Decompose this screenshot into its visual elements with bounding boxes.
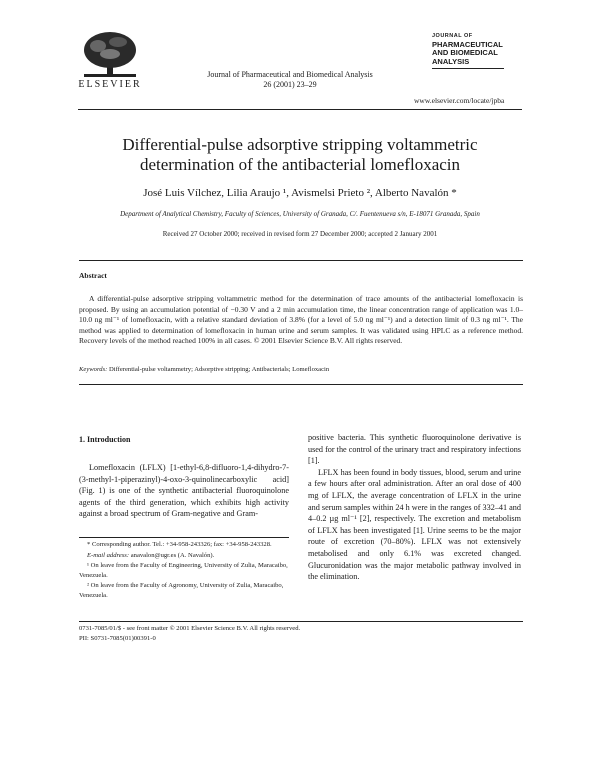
- masthead-line3: ANALYSIS: [432, 56, 470, 66]
- journal-masthead: [432, 32, 532, 71]
- publisher-name: ELSEVIER: [78, 79, 142, 90]
- title-line-1: Differential-pulse adsorptive stripping voltammetric: [122, 135, 478, 154]
- intro-paragraph-1-continued: positive bacteria. This synthetic fluoroquinolone derivative is used for the control of the urinary tract and respiratory infections [1].: [308, 433, 521, 466]
- right-column-text: [308, 432, 521, 583]
- email-label: E-mail address:: [87, 551, 130, 559]
- pii-line: PII: S0731-7085(01)00391-0: [79, 635, 156, 642]
- affiliation: Department of Analytical Chemistry, Faculty of Sciences, University of Granada, C/. Fuentenueva s/n, E-18071 Granada, Spain: [120, 210, 480, 218]
- keywords-list: Differential-pulse voltammetry; Adsorptive stripping; Antibacterials; Lomefloxacin: [108, 366, 330, 373]
- author-list: José Luis Vílchez, Lilia Araujo ¹, Avismelsi Prieto ², Alberto Navalón *: [143, 187, 457, 199]
- masthead-top: JOURNAL OF: [432, 33, 473, 39]
- email-address[interactable]: anavalon@ugr.es (A. Navalón).: [130, 551, 215, 559]
- masthead-line2: AND BIOMEDICAL: [432, 48, 498, 57]
- keywords-line: [79, 366, 523, 373]
- left-column-text: [79, 462, 289, 520]
- article-title: [80, 135, 520, 175]
- abstract-paragraph: A differential-pulse adsorptive stripping voltammetric method for the determination of trace amounts of the antibacterial lomefloxacin is proposed. By using an accumulation potential of −0.30 V and a 2 min accumulation time, the linear concentration range of application was 1.0–10.0 ng ml⁻¹ of lomefloxacin, with a relative standard deviation of 3.8% (for a level of 5.0 ng ml⁻¹) and a detection limit of 0.3 ng ml⁻¹. The method was applied to determination of lomefloxacin in human urine and serum samples. It was validated using HPLC as a reference method. Recovery levels of the method reached 100% in all cases. © 2001 Elsevier Science B.V. All rights reserved.: [79, 294, 523, 346]
- intro-paragraph-1: Lomefloxacin (LFLX) [1-ethyl-6,8-difluoro-1,4-dihydro-7-(3-methyl-1-piperazinyl)-4-oxo-3-quinolinecarboxylic acid] (Fig. 1) is one of the synthetic antibacterial fluoroquinolone agents of the third generation, which exhibits high activity against a broad spectrum of Gram-negative and Gram-: [79, 463, 289, 519]
- masthead-line1: PHARMACEUTICAL: [432, 39, 503, 49]
- footnote-2: ² On leave from the Faculty of Agronomy, University of Zulia, Maracaibo, Venezuela.: [79, 582, 284, 599]
- masthead-rule: [432, 68, 504, 69]
- abstract-heading: Abstract: [79, 271, 107, 280]
- bottom-rule: [79, 621, 523, 622]
- abstract-bottom-rule: [79, 384, 523, 385]
- abstract-top-rule: [79, 260, 523, 261]
- section-heading-introduction: 1. Introduction: [79, 435, 131, 444]
- keywords-label: Keywords:: [79, 366, 108, 373]
- journal-citation: 26 (2001) 23–29: [263, 80, 317, 89]
- journal-website-link[interactable]: www.elsevier.com/locate/jpba: [414, 96, 505, 105]
- footnote-rule: [79, 537, 289, 538]
- title-line-2: determination of the antibacterial lomefloxacin: [139, 155, 461, 174]
- footnote-1: ¹ On leave from the Faculty of Engineering, University of Zulia, Maracaibo, Venezuela.: [79, 562, 288, 579]
- received-dates: Received 27 October 2000; received in revised form 27 December 2000; accepted 2 January 2001: [162, 230, 438, 238]
- journal-name: Journal of Pharmaceutical and Biomedical Analysis: [207, 70, 373, 79]
- footnote-email: [79, 551, 290, 561]
- intro-paragraph-2: LFLX has been found in body tissues, blood, serum and urine a few hours after oral administration. After an oral dose of 400 mg of LFLX, the average concentration of LFLX in the urine and serum samples within 24 h were in the ranges of 332–41 and 4–0.2 µg ml⁻¹ [2], respectively. The excretion and metabolism of LFLX has been investigated [1]. Urine seems to be the major route of excretion (70–80%). LFLX was not extensively metabolised and only 6.1% was excreted changed. Glucuronidation was the major metabolic pathway involved in the elimination.: [308, 467, 521, 582]
- header-divider: [78, 109, 522, 110]
- copyright-line: 0731-7085/01/$ - see front matter © 2001 Elsevier Science B.V. All rights reserved.: [79, 625, 301, 632]
- footnotes: [79, 540, 290, 601]
- journal-reference: [160, 70, 420, 90]
- abstract-body: [79, 294, 523, 347]
- footnote-corresponding: * Corresponding author. Tel.: +34-958-243326; fax: +34-958-243328.: [87, 541, 272, 548]
- bottom-matter: [79, 624, 523, 644]
